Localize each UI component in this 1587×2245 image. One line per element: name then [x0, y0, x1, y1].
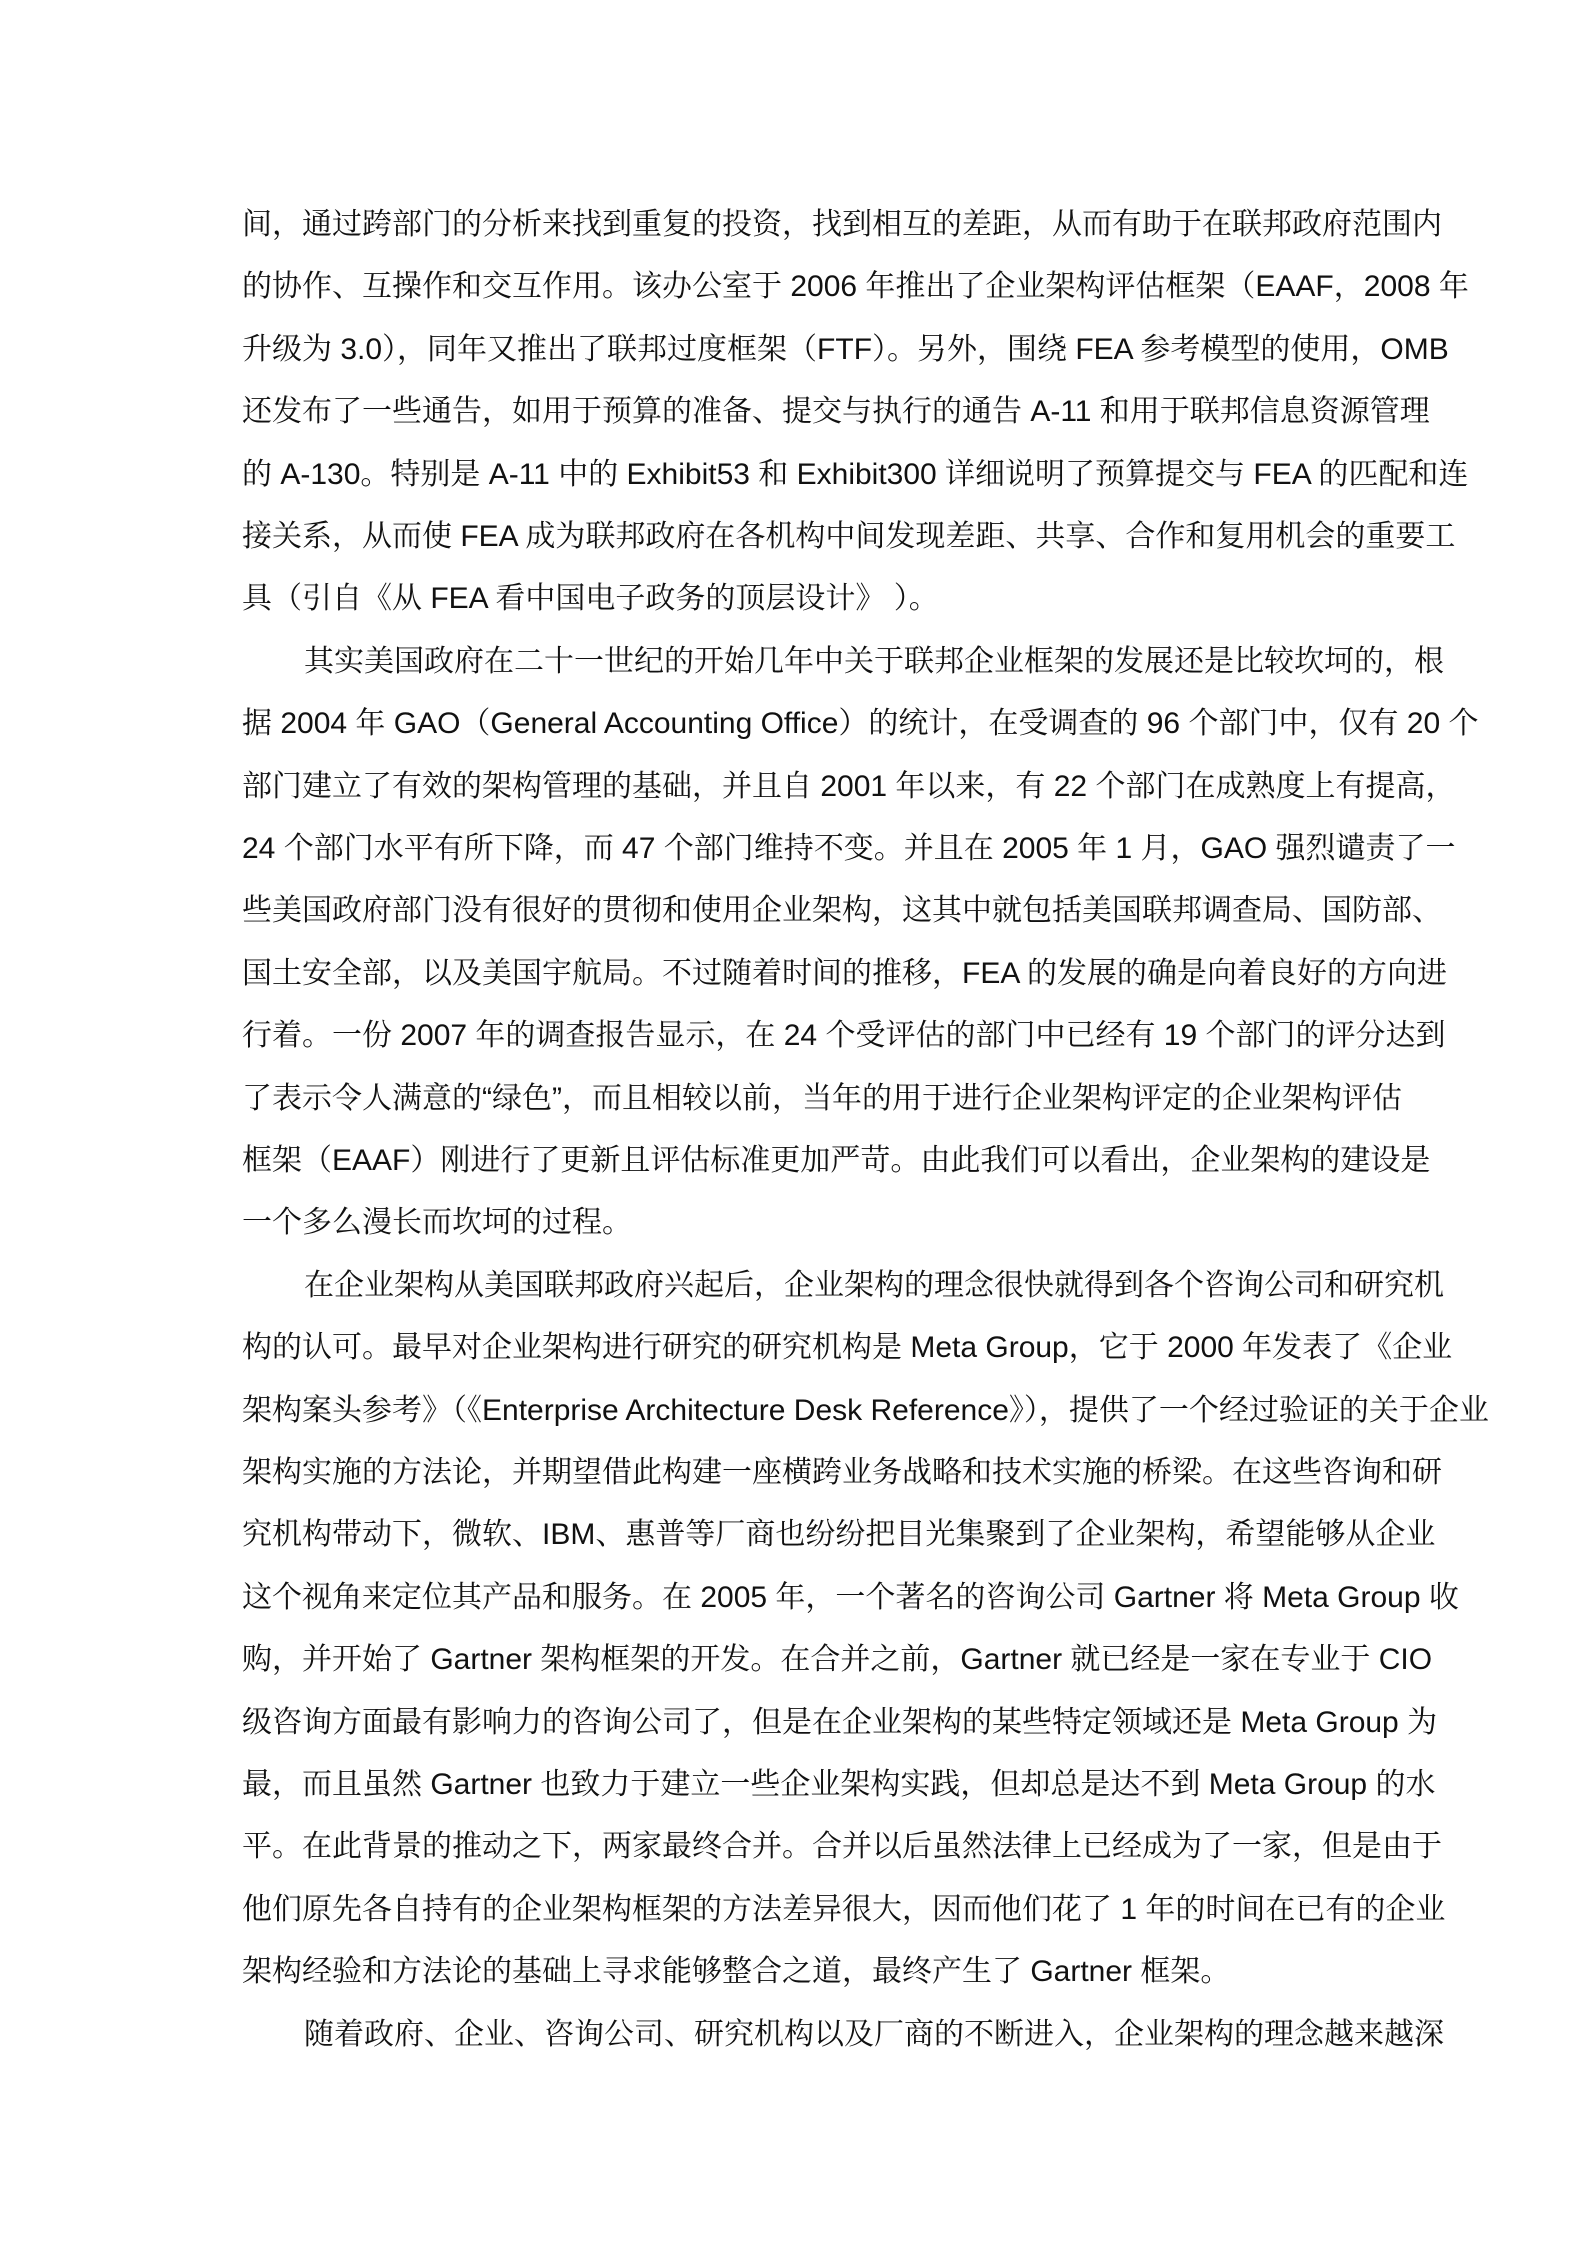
text-line: 购，并开始了 Gartner 架构框架的开发。在合并之前，Gartner 就已经是一家在专业于 CIO: [242, 1643, 1433, 1677]
text-line: 具（引自《从 FEA 看中国电子政务的顶层设计》 ）。: [242, 582, 939, 616]
text-line: 的协作、互操作和交互作用。该办公室于 2006 年推出了企业架构评估框架（EAAF，2008 年: [242, 270, 1469, 304]
text-line: 究机构带动下，微软、IBM、惠普等厂商也纷纷把目光集聚到了企业架构，希望能够从企业: [242, 1518, 1436, 1552]
text-line: 随着政府、企业、咨询公司、研究机构以及厂商的不断进入，企业架构的理念越来越深: [304, 2017, 1444, 2051]
text-line: 升级为 3.0），同年又推出了联邦过度框架（FTF）。另外，围绕 FEA 参考模型的使用，OMB: [242, 332, 1449, 366]
text-line: 国土安全部，以及美国宇航局。不过随着时间的推移，FEA 的发展的确是向着良好的方向进: [242, 956, 1448, 990]
text-line: 这个视角来定位其产品和服务。在 2005 年，一个著名的咨询公司 Gartner 将 Meta Group 收: [242, 1580, 1459, 1614]
text-line: 间，通过跨部门的分析来找到重复的投资，找到相互的差距，从而有助于在联邦政府范围内: [242, 208, 1442, 241]
text-line: 架构案头参考》（《Enterprise Architecture Desk Reference》），提供了一个经过验证的关于企业: [242, 1393, 1489, 1427]
text-line: 架构实施的方法论，并期望借此构建一座横跨业务战略和技术实施的桥梁。在这些咨询和研: [242, 1456, 1442, 1489]
text-line: 在企业架构从美国联邦政府兴起后，企业架构的理念很快就得到各个咨询公司和研究机: [304, 1268, 1444, 1302]
text-line: 级咨询方面最有影响力的咨询公司了，但是在企业架构的某些特定领域还是 Meta Group 为: [242, 1705, 1438, 1739]
text-line: 最，而且虽然 Gartner 也致力于建立一些企业架构实践，但却总是达不到 Meta Group 的水: [242, 1768, 1436, 1801]
text-line: 架构经验和方法论的基础上寻求能够整合之道，最终产生了 Gartner 框架。: [242, 1955, 1231, 1989]
text-line: 24 个部门水平有所下降，而 47 个部门维持不变。并且在 2005 年 1 月，GAO 强烈谴责了一: [242, 832, 1456, 865]
text-line: 据 2004 年 GAO（General Accounting Office）的统计，在受调查的 96 个部门中，仅有 20 个: [242, 707, 1479, 741]
text-line: 平。在此背景的推动之下，两家最终合并。合并以后虽然法律上已经成为了一家，但是由于: [242, 1830, 1442, 1864]
text-line: 接关系，从而使 FEA 成为联邦政府在各机构中间发现差距、共享、合作和复用机会的重要工: [242, 520, 1456, 553]
text-line: 一个多么漫长而坎坷的过程。: [242, 1206, 632, 1240]
text-line: 行着。一份 2007 年的调查报告显示，在 24 个受评估的部门中已经有 19 个部门的评分达到: [242, 1019, 1446, 1053]
text-line: 的 A-130。特别是 A-11 中的 Exhibit53 和 Exhibit300 详细说明了预算提交与 FEA 的匹配和连: [242, 457, 1469, 491]
text-line: 了表示令人满意的“绿色”，而且相较以前，当年的用于进行企业架构评定的企业架构评估: [242, 1081, 1402, 1115]
text-line: 还发布了一些通告，如用于预算的准备、提交与执行的通告 A-11 和用于联邦信息资源管理: [242, 395, 1430, 429]
text-line: 些美国政府部门没有很好的贯彻和使用企业架构，这其中就包括美国联邦调查局、国防部、: [242, 894, 1442, 928]
text-line: 其实美国政府在二十一世纪的开始几年中关于联邦企业框架的发展还是比较坎坷的，根: [304, 644, 1444, 678]
text-line: 构的认可。最早对企业架构进行研究的研究机构是 Meta Group，它于 2000 年发表了《企业: [242, 1331, 1453, 1365]
text-line: 框架（EAAF）刚进行了更新且评估标准更加严苛。由此我们可以看出，企业架构的建设是: [242, 1144, 1431, 1177]
text-line: 部门建立了有效的架构管理的基础，并且自 2001 年以来，有 22 个部门在成熟度上有提高，: [242, 769, 1456, 803]
text-line: 他们原先各自持有的企业架构框架的方法差异很大，因而他们花了 1 年的时间在已有的企业: [242, 1892, 1446, 1926]
